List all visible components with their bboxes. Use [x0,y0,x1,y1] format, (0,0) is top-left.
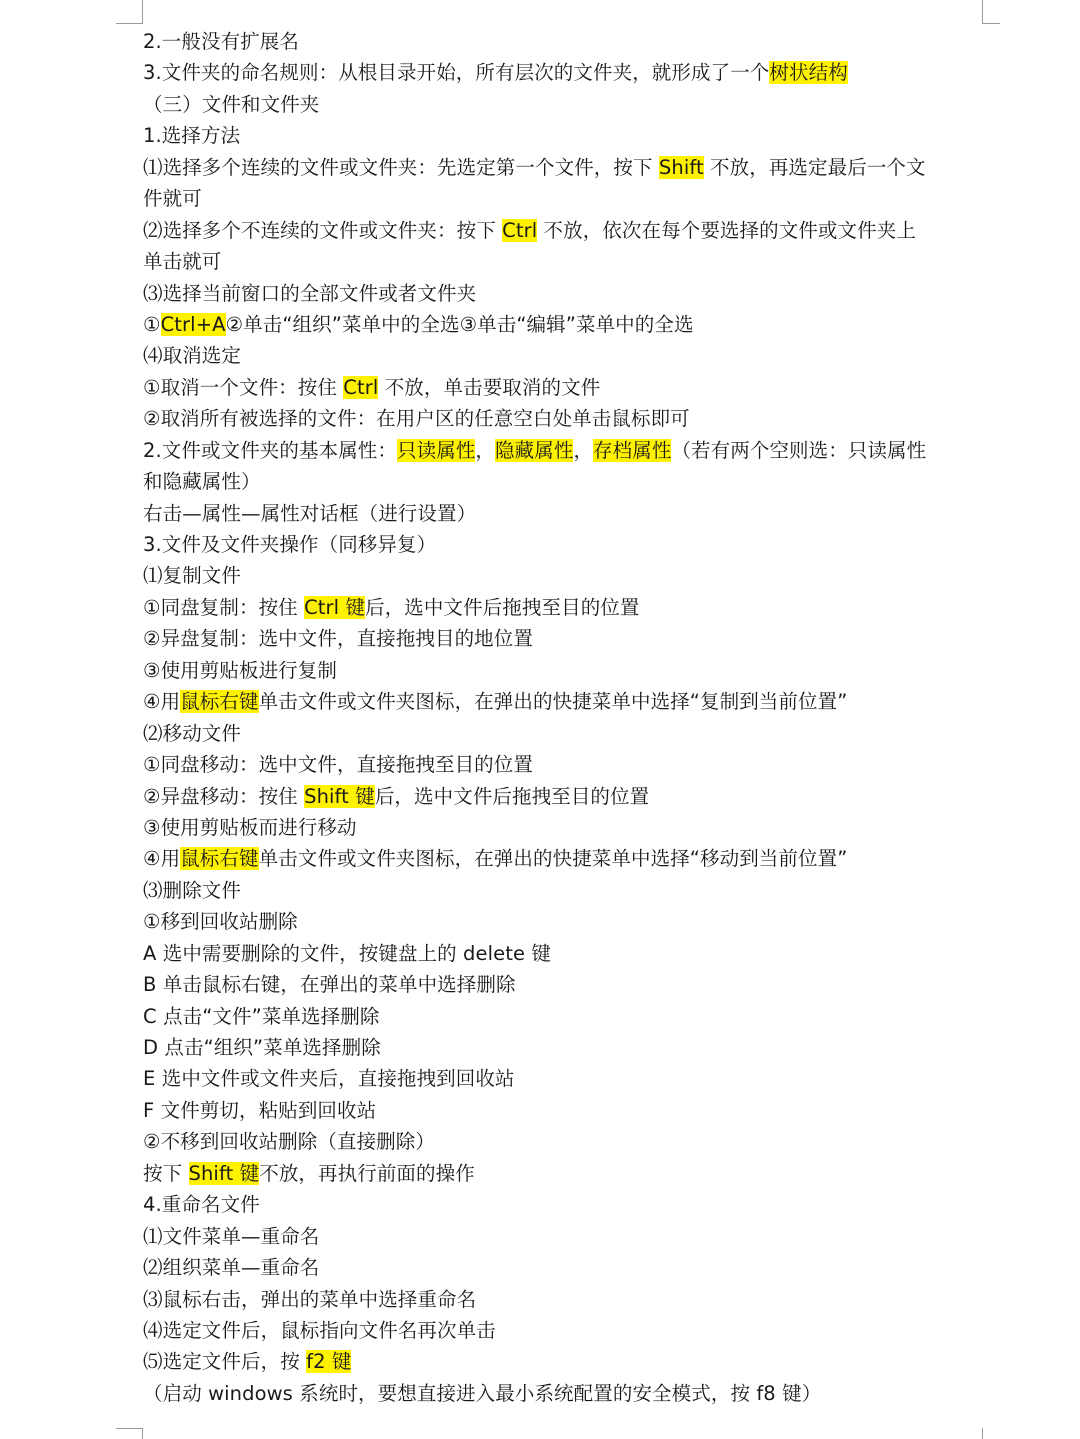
text-line [143,1284,993,1315]
text-line [143,120,993,151]
text-segment: ②单击“组织”菜单中的全选③单击“编辑”菜单中的全选 [225,312,694,336]
text-line [143,560,993,591]
text-line [143,498,993,529]
text-line [143,57,993,88]
crop-mark-top-right-horizontal [982,23,1000,24]
text-segment: 件就可 [143,187,202,211]
text-segment: 和隐藏属性） [143,470,261,494]
text-segment: 3.文件夹的命名规则：从根目录开始，所有层次的文件夹，就形成了一个 [143,61,770,85]
highlighted-text: Shift 键 [304,784,375,808]
text-segment: D 点击“组织”菜单选择删除 [143,1036,381,1059]
text-segment: ， [475,438,496,462]
highlighted-text: Ctrl+A [160,312,226,336]
highlighted-text: 鼠标右键 [180,690,259,714]
text-segment: 4.重命名文件 [143,1193,260,1217]
text-line [143,215,993,246]
text-segment: ①同盘移动：选中文件，直接拖拽至目的位置 [143,753,533,777]
text-segment: ⑴文件菜单—重命名 [143,1224,320,1248]
text-line [143,1378,993,1409]
text-segment: 单击文件或文件夹图标，在弹出的快捷菜单中选择“复制到当前位置” [258,690,848,714]
text-line [143,1032,993,1063]
text-line [143,938,993,969]
document-body [143,26,993,1409]
text-segment: E 选中文件或文件夹后，直接拖拽到回收站 [143,1067,515,1091]
text-line [143,906,993,937]
text-line [143,26,993,57]
text-segment: ③使用剪贴板而进行移动 [143,815,357,839]
text-line [143,623,993,654]
text-line [143,89,993,120]
text-line [143,969,993,1000]
text-segment: ①移到回收站删除 [143,910,298,934]
crop-mark-bottom-left-horizontal [116,1428,143,1429]
text-line [143,781,993,812]
text-segment: 1.选择方法 [143,124,241,148]
text-line [143,1346,993,1377]
text-segment: ①取消一个文件：按住 [143,375,344,399]
text-segment: ⑸选定文件后，按 [143,1350,307,1374]
text-segment: ⑷取消选定 [143,344,242,368]
text-line [143,686,993,717]
highlighted-text: 隐藏属性 [495,438,574,462]
text-segment: ⑵移动文件 [143,721,242,745]
text-line [143,278,993,309]
crop-mark-top-left-vertical [142,0,143,24]
text-segment: ⑵选择多个不连续的文件或文件夹：按下 [143,218,503,242]
highlighted-text: Ctrl [343,375,379,399]
highlighted-text: Shift 键 [188,1161,260,1185]
text-line [143,875,993,906]
crop-mark-top-right-vertical [982,0,983,24]
text-segment: 2.文件或文件夹的基本属性： [143,438,398,462]
text-line [143,435,993,466]
highlighted-text: 存档属性 [593,438,672,462]
highlighted-text: 树状结构 [769,61,848,85]
text-segment: 按下 [143,1161,189,1185]
text-segment: ②异盘移动：按住 [143,784,305,808]
text-line [143,1252,993,1283]
text-line [143,592,993,623]
text-segment: C 点击“文件”菜单选择删除 [143,1004,380,1028]
text-segment: ⑷选定文件后，鼠标指向文件名再次单击 [143,1318,496,1342]
text-line [143,749,993,780]
text-line [143,718,993,749]
text-line [143,655,993,686]
text-segment: （启动 windows 系统时，要想直接进入最小系统配置的安全模式，按 f8 键） [143,1381,822,1405]
text-segment: ， [573,438,594,462]
text-segment: 单击就可 [143,250,222,274]
text-segment: 不放，依次在每个要选择的文件或文件夹上 [537,218,916,242]
highlighted-text: 鼠标右键 [180,847,259,871]
text-segment: ④用 [143,847,181,871]
text-segment: 3.文件及文件夹操作（同移异复） [143,533,437,556]
crop-mark-bottom-right-vertical [982,1428,983,1439]
text-line [143,1001,993,1032]
text-segment: 不放，再选定最后一个文 [703,155,926,179]
text-line [143,340,993,371]
text-line [143,466,993,497]
text-segment: ②异盘复制：选中文件，直接拖拽目的地位置 [143,627,533,651]
text-segment: A 选中需要删除的文件，按键盘上的 delete 键 [143,941,551,965]
text-line [143,309,993,340]
text-segment: ⑶选择当前窗口的全部文件或者文件夹 [143,281,477,305]
text-line [143,246,993,277]
text-segment: ①同盘复制：按住 [143,595,305,619]
text-line [143,1126,993,1157]
text-segment: 2.一般没有扩展名 [143,30,300,53]
highlighted-text: Ctrl [502,218,538,242]
crop-mark-top-left-horizontal [116,23,143,24]
text-segment: ⑵组织菜单—重命名 [143,1256,320,1280]
text-line [143,529,993,560]
text-segment: ③使用剪贴板进行复制 [143,658,337,682]
text-segment: ④用 [143,690,181,714]
text-line [143,812,993,843]
text-line [143,1158,993,1189]
text-segment: ⑴复制文件 [143,564,242,588]
text-segment: ⑶鼠标右击，弹出的菜单中选择重命名 [143,1287,477,1311]
highlighted-text: Shift [658,155,704,179]
text-segment: ⑴选择多个连续的文件或文件夹：先选定第一个文件，按下 [143,155,659,179]
crop-mark-bottom-left-vertical [142,1428,143,1439]
text-segment: ②不移到回收站删除（直接删除） [143,1130,435,1154]
text-segment: ②取消所有被选择的文件：在用户区的任意空白处单击鼠标即可 [143,407,690,431]
text-line [143,1063,993,1094]
highlighted-text: Ctrl 键 [304,595,366,619]
text-line [143,183,993,214]
text-line [143,403,993,434]
text-segment: ⑶删除文件 [143,878,242,902]
text-segment: 后，选中文件后拖拽至目的位置 [365,595,640,619]
text-segment: 不放，再执行前面的操作 [259,1161,475,1185]
highlighted-text: 只读属性 [397,438,476,462]
text-segment: 后，选中文件后拖拽至目的位置 [374,784,650,808]
text-line [143,1221,993,1252]
text-segment: （若有两个空则选：只读属性 [671,438,927,462]
text-segment: B 单击鼠标右键，在弹出的菜单中选择删除 [143,973,516,997]
text-segment: 右击—属性—属性对话框（进行设置） [143,501,477,525]
text-segment: （三）文件和文件夹 [143,92,320,116]
text-line [143,843,993,874]
text-segment: F 文件剪切，粘贴到回收站 [143,1098,377,1122]
text-line [143,372,993,403]
text-segment: 单击文件或文件夹图标，在弹出的快捷菜单中选择“移动到当前位置” [258,847,848,871]
text-line [143,1315,993,1346]
text-line [143,1095,993,1126]
text-segment: ① [143,312,161,336]
text-segment: 不放，单击要取消的文件 [378,375,601,399]
text-line [143,152,993,183]
text-line [143,1189,993,1220]
highlighted-text: f2 键 [306,1350,352,1374]
